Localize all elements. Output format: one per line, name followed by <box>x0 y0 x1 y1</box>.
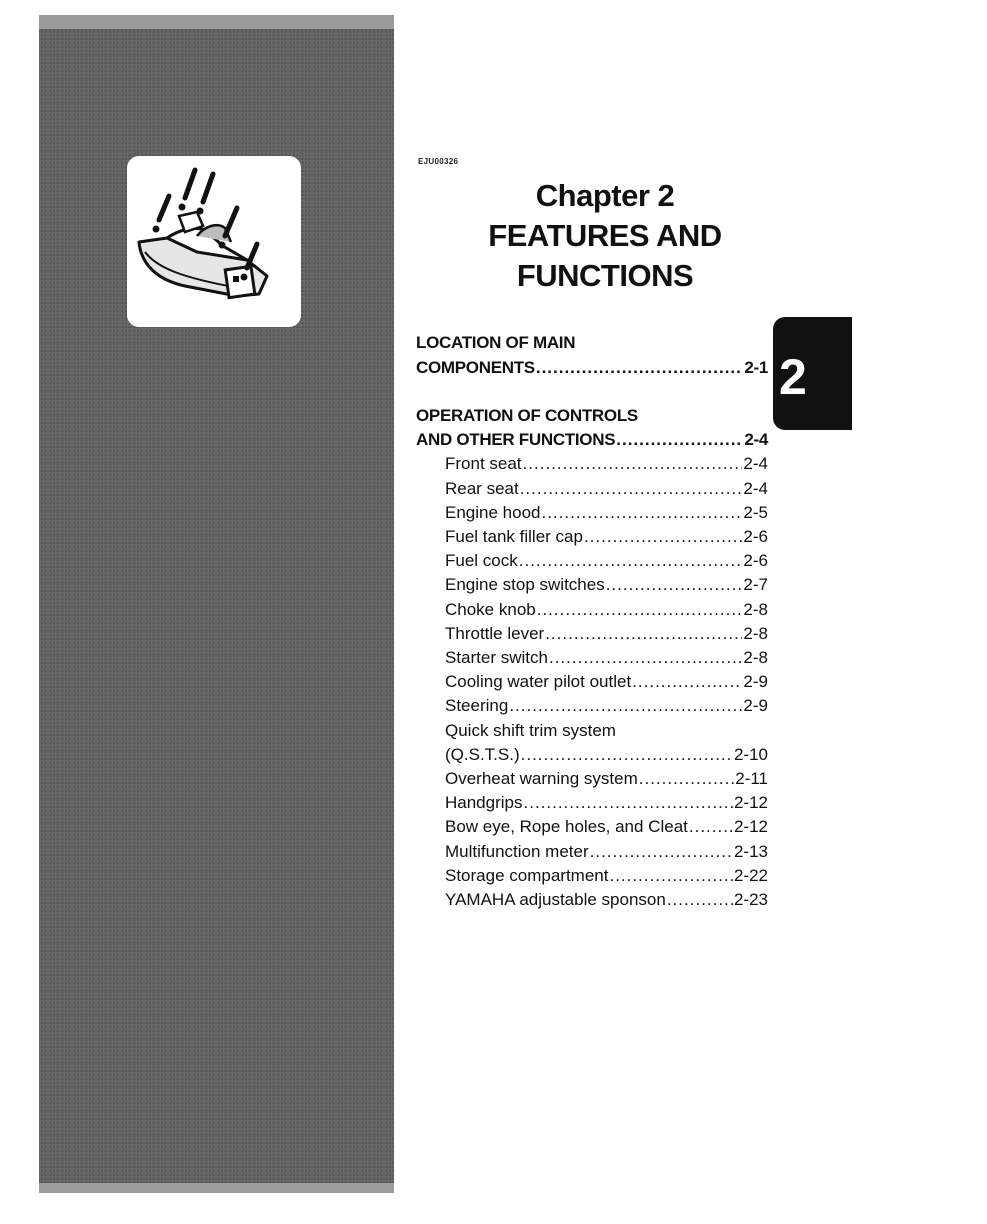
toc-item: Steering ..... 2-9 <box>416 694 768 718</box>
toc-item: (Q.S.T.S.) ..... 2-10 <box>416 743 768 767</box>
toc-item: Bow eye, Rope holes, and Cleat ..... 2-12 <box>416 815 768 839</box>
toc-item: Starter switch ..... 2-8 <box>416 646 768 670</box>
watercraft-warning-icon <box>127 156 301 327</box>
toc-section-title: OPERATION OF CONTROLS <box>416 405 638 425</box>
toc-section-entry: COMPONENTS ..... 2-1 <box>416 356 768 380</box>
chapter-tab <box>773 317 852 430</box>
toc-item: Handgrips ..... 2-12 <box>416 791 768 815</box>
toc-item: Throttle lever ..... 2-8 <box>416 622 768 646</box>
document-code: EJU00326 <box>418 157 459 166</box>
toc-item: Rear seat ..... 2-4 <box>416 477 768 501</box>
toc-item: Cooling water pilot outlet ..... 2-9 <box>416 670 768 694</box>
toc-item: Engine hood ..... 2-5 <box>416 501 768 525</box>
toc-section-entry: AND OTHER FUNCTIONS ..... 2-4 <box>416 428 768 452</box>
chapter-icon-box <box>127 156 301 327</box>
toc-item: Fuel tank filler cap ..... 2-6 <box>416 525 768 549</box>
toc-item: Fuel cock ..... 2-6 <box>416 549 768 573</box>
toc-item-wrapped-line: Quick shift trim system <box>445 720 616 740</box>
chapter-title-line-2: FUNCTIONS <box>516 258 694 293</box>
toc-item: Choke knob ..... 2-8 <box>416 598 768 622</box>
toc-item: Engine stop switches ..... 2-7 <box>416 573 768 597</box>
toc-item: Multifunction meter ..... 2-13 <box>416 840 768 864</box>
toc-section-title: LOCATION OF MAIN <box>416 333 576 352</box>
toc-item: Storage compartment ..... 2-22 <box>416 864 768 888</box>
chapter-tab-number: 2 <box>779 349 807 405</box>
toc-item: YAMAHA adjustable sponson ..... 2-23 <box>416 888 768 912</box>
toc-item: Overheat warning system ..... 2-11 <box>416 767 768 791</box>
chapter-number: Chapter 2 <box>535 178 675 213</box>
chapter-title-line-1: FEATURES AND <box>488 218 722 253</box>
chapter-title <box>430 176 780 296</box>
table-of-contents <box>416 331 768 912</box>
toc-item: Front seat ..... 2-4 <box>416 452 768 476</box>
